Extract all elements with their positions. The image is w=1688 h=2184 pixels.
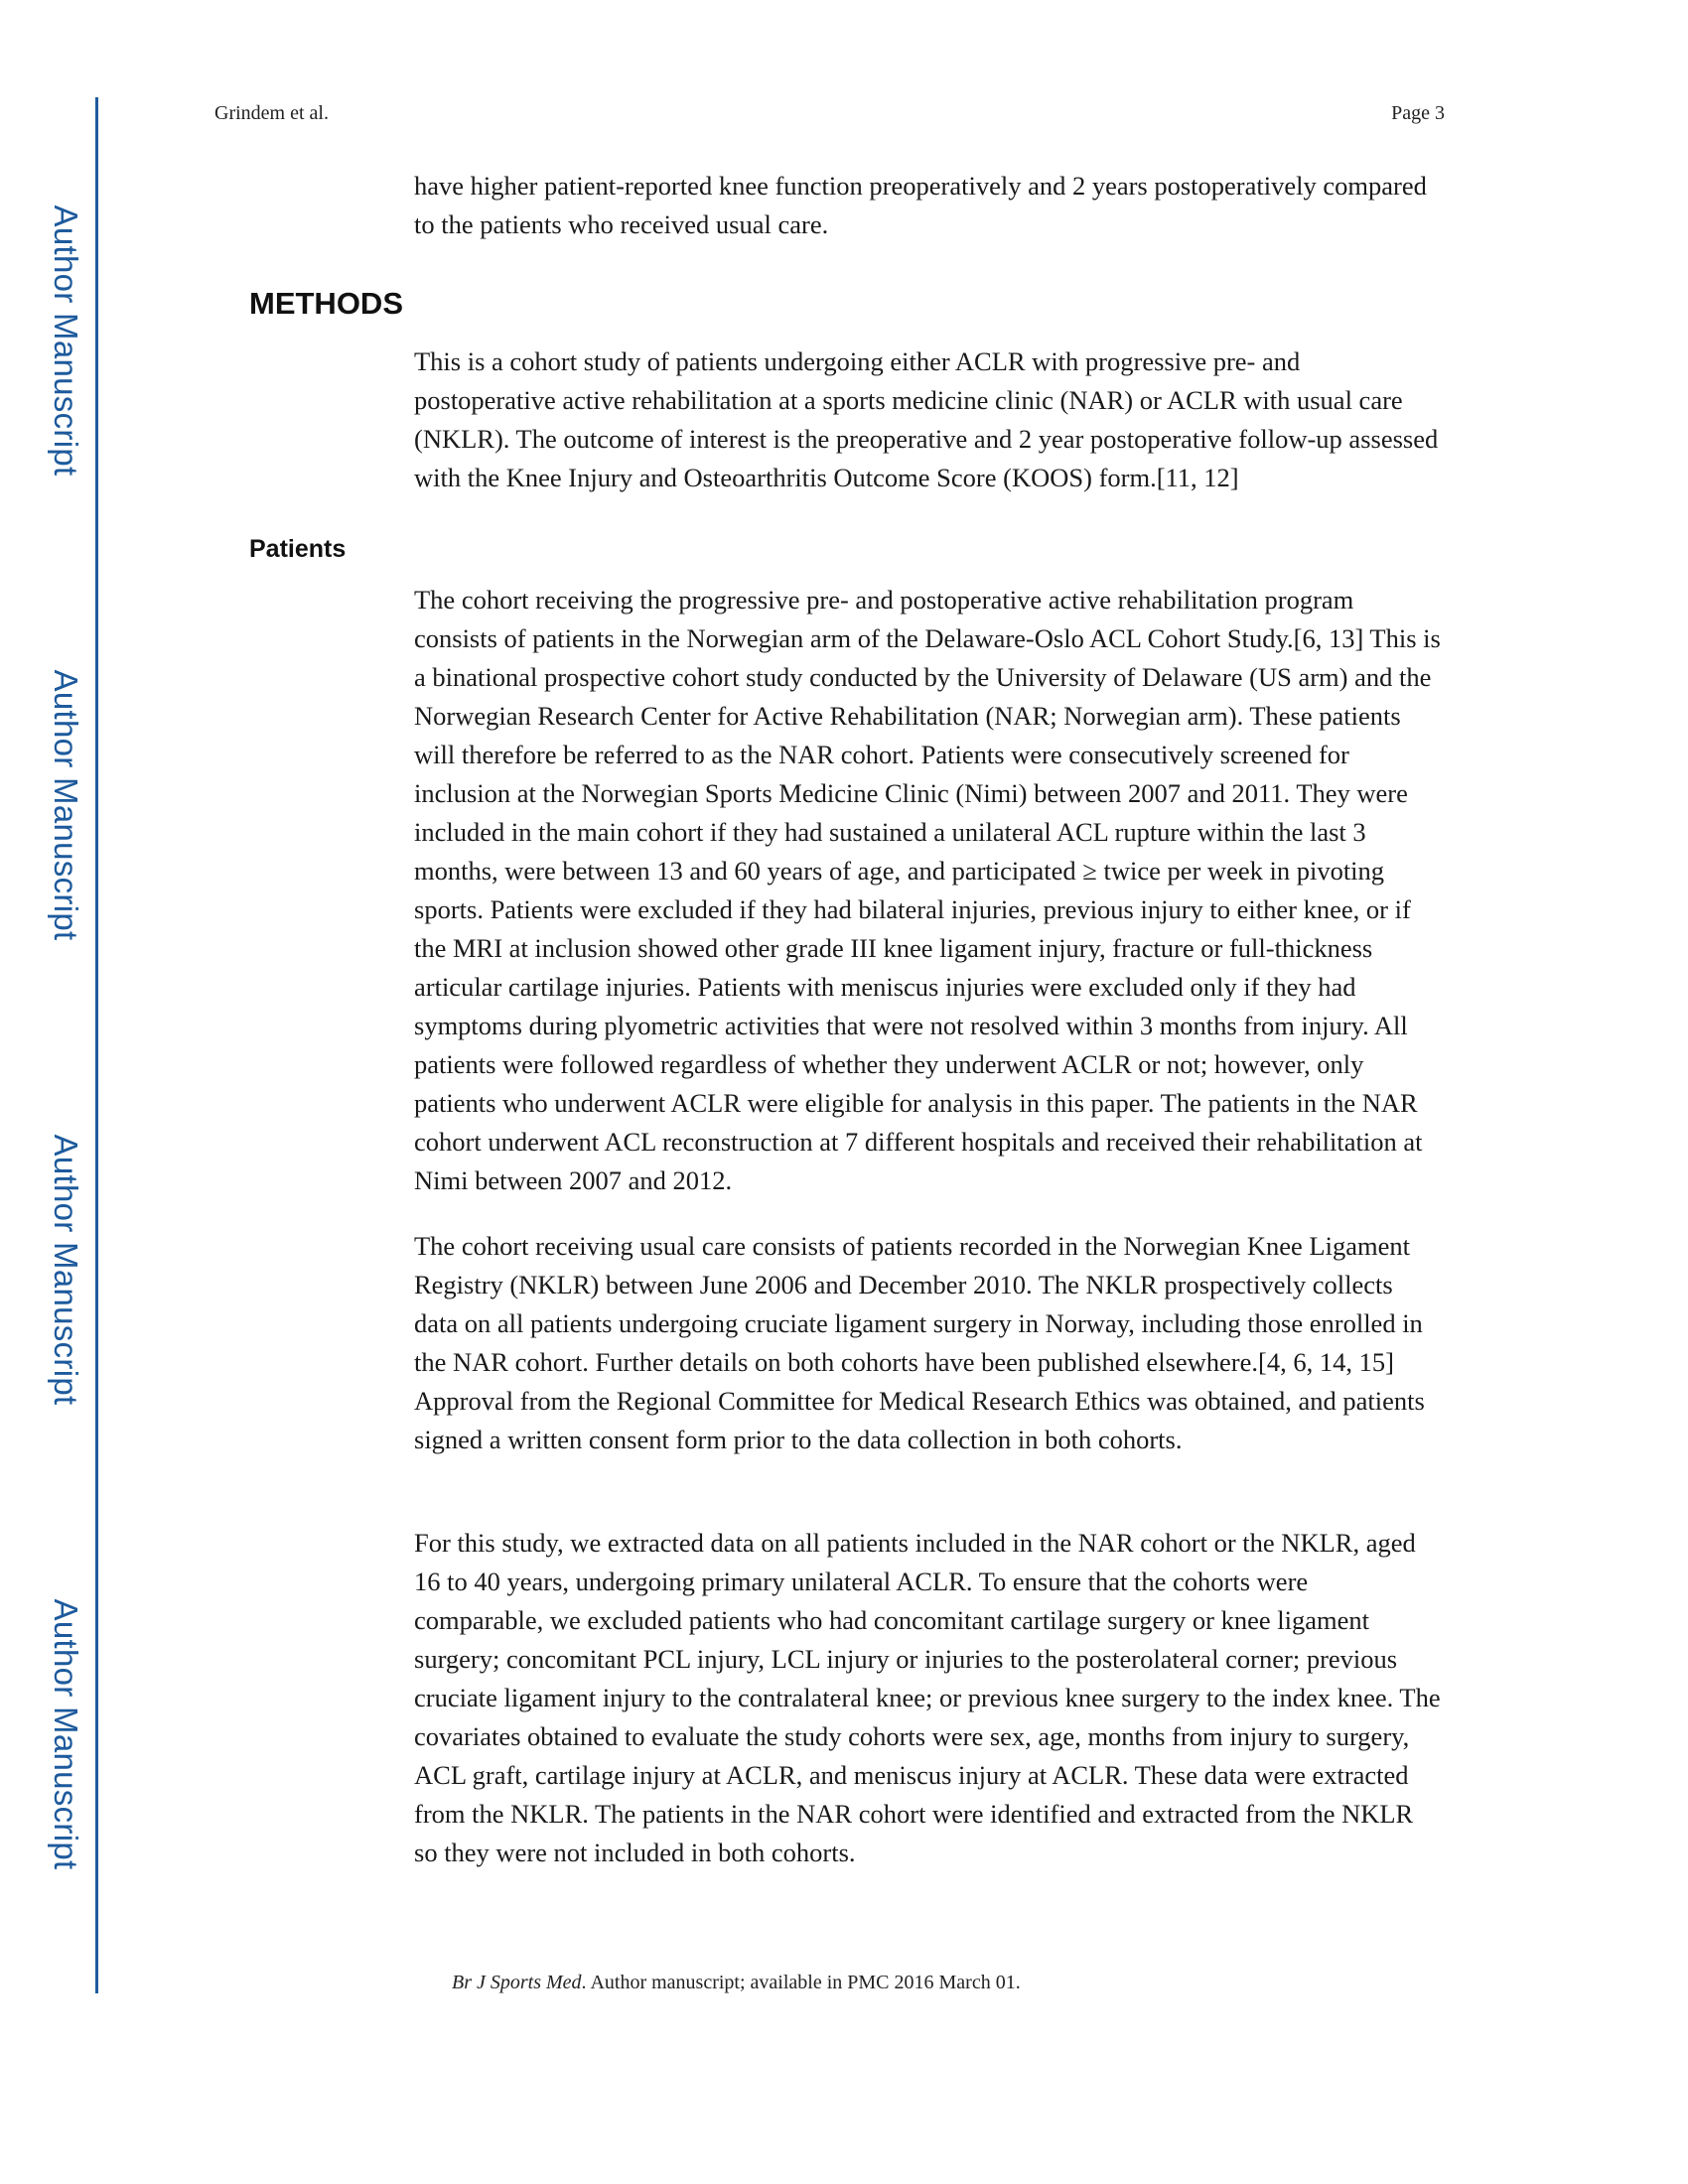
intro-continuation [414, 167, 1442, 244]
patients-heading: Patients [249, 535, 347, 563]
running-head-authors: Grindem et al. [214, 102, 329, 124]
paragraph: The cohort receiving the progressive pre- and postoperative active rehabilitation program consists of patients in the Norwegian arm of the Delaware-Oslo ACL Cohort Study.[6, 13] This is a binational prospective cohort study conducted by the University of Delaware (US arm) and the Norwegian Research Center for Active Rehabilitation (NAR; Norwegian arm). These patients will therefore be referred to as the NAR cohort. Patients were consecutively screened for inclusion at the Norwegian Sports Medicine Clinic (Nimi) between 2007 and 2011. They were included in the main cohort if they had sustained a unilateral ACL rupture within the last 3 months, were between 13 and 60 years of age, and participated ≥ twice per week in pivoting sports. Patients were excluded if they had bilateral injuries, previous injury to either knee, or if the MRI at inclusion showed other grade III knee ligament injury, fracture or full-thickness articular cartilage injuries. Patients with meniscus injuries were excluded only if they had symptoms during plyometric activities that were not resolved within 3 months from injury. All patients were followed regardless of whether they underwent ACLR or not; however, only patients who underwent ACLR were eligible for analysis in this paper. The patients in the NAR cohort underwent ACL reconstruction at 7 different hospitals and received their rehabilitation at Nimi between 2007 and 2012. [414, 585, 1441, 1195]
patients-body [414, 581, 1442, 1200]
running-head-page-number: Page 3 [1391, 102, 1445, 124]
paragraph: For this study, we extracted data on all patients included in the NAR cohort or the NKLR, aged 16 to 40 years, undergoing primary unilateral ACLR. To ensure that the cohorts were comparable, we excluded patients who had concomitant cartilage surgery or knee ligament surgery; concomitant PCL injury, LCL injury or injuries to the posterolateral corner; previous cruciate ligament injury to the contralateral knee; or previous knee surgery to the index knee. The covariates obtained to evaluate the study cohorts were sex, age, months from injury to surgery, ACL graft, cartilage injury at ACLR, and meniscus injury at ACLR. These data were extracted from the NKLR. The patients in the NAR cohort were identified and extracted from the NKLR so they were not included in both cohorts. [414, 1528, 1441, 1867]
methods-heading: METHODS [249, 286, 403, 321]
sidebar-rule [95, 97, 98, 1993]
paragraph: This is a cohort study of patients undergoing either ACLR with progressive pre- and postoperative active rehabilitation at a sports medicine clinic (NAR) or ACLR with usual care (NKLR). The outcome of interest is the preoperative and 2 year postoperative follow-up assessed with the Knee Injury and Osteoarthritis Outcome Score (KOOS) form.[11, 12] [414, 346, 1439, 492]
patients-body [414, 1524, 1442, 1872]
footer-citation [452, 1972, 1021, 1994]
methods-body [414, 342, 1442, 497]
journal-name: Br J Sports Med [452, 1972, 582, 1993]
paragraph: have higher patient-reported knee function preoperatively and 2 years postoperatively compared to the patients who received usual care. [414, 171, 1427, 239]
paragraph: The cohort receiving usual care consists of patients recorded in the Norwegian Knee Ligament Registry (NKLR) between June 2006 and December 2010. The NKLR prospectively collects data on all patients undergoing cruciate ligament surgery in Norway, including those enrolled in the NAR cohort. Further details on both cohorts have been published elsewhere.[4, 6, 14, 15] Approval from the Regional Committee for Medical Research Ethics was obtained, and patients signed a written consent form prior to the data collection in both cohorts. [414, 1231, 1425, 1454]
patients-body [414, 1227, 1442, 1459]
footer-text: . Author manuscript; available in PMC 2016 March 01. [581, 1972, 1021, 1993]
